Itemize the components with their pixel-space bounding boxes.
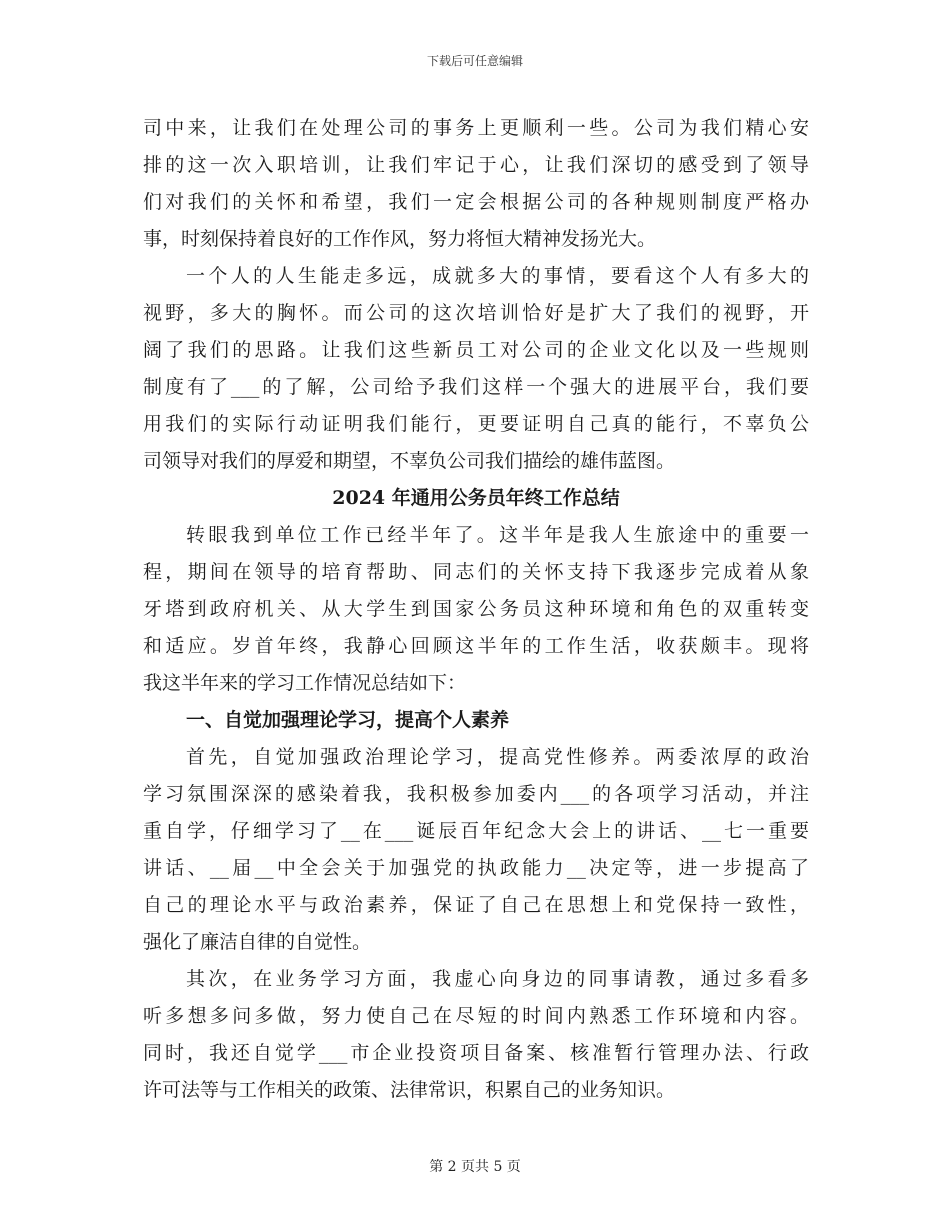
paragraph-line: 其次，在业务学习方面，我虚心向身边的同事请教，通过多看多 (186, 968, 809, 990)
paragraph-line: 一个人的人生能走多远，成就多大的事情，要看这个人有多大的 (186, 265, 809, 287)
paragraph-line: 排的这一次入职培训，让我们牢记于心，让我们深切的感受到了领导 (143, 154, 809, 176)
document-body (143, 110, 809, 1109)
paragraph-line: 司中来，让我们在处理公司的事务上更顺利一些。公司为我们精心安 (143, 117, 809, 139)
paragraph-line: 我这半年来的学习工作情况总结如下： (143, 672, 467, 694)
paragraph-line: 们对我们的关怀和希望，我们一定会根据公司的各种规则制度严格办 (143, 191, 809, 213)
page-footer: 第 2 页共 5 页 (429, 1159, 521, 1175)
paragraph-line: 讲话、__届__中全会关于加强党的执政能力__决定等，进一步提高了 (143, 857, 809, 879)
paragraph-line: 重自学，仔细学习了__在___诞辰百年纪念大会上的讲话、__七一重要 (143, 820, 809, 842)
paragraph-line: 视野，多大的胸怀。而公司的这次培训恰好是扩大了我们的视野，开 (143, 302, 809, 324)
paragraph-line: 强化了廉洁自律的自觉性。 (143, 931, 372, 953)
paragraph-line: 学习氛围深深的感染着我，我积极参加委内___的各项学习活动，并注 (143, 783, 809, 805)
page-header: 下载后可任意编辑 (426, 54, 523, 68)
paragraph-line: 转眼我到单位工作已经半年了。这半年是我人生旅途中的重要一 (186, 524, 809, 546)
section-title: 2024 年通用公务员年终工作总结 (332, 487, 620, 509)
paragraph-line: 同时，我还自觉学___市企业投资项目备案、核准暂行管理办法、行政 (143, 1042, 809, 1064)
paragraph-line: 首先，自觉加强政治理论学习，提高党性修养。两委浓厚的政治 (186, 746, 809, 768)
paragraph-line: 制度有了___的了解，公司给予我们这样一个强大的进展平台，我们要 (143, 376, 809, 398)
paragraph-line: 程，期间在领导的培育帮助、同志们的关怀支持下我逐步完成着从象 (143, 561, 809, 583)
paragraph-line: 许可法等与工作相关的政策、法律常识，积累自己的业务知识。 (143, 1079, 676, 1101)
paragraph-line: 司领导对我们的厚爱和期望，不辜负公司我们描绘的雄伟蓝图。 (143, 450, 676, 472)
paragraph-line: 事，时刻保持着良好的工作作风，努力将恒大精神发扬光大。 (143, 228, 657, 250)
paragraph-line: 和适应。岁首年终，我静心回顾这半年的工作生活，收获颇丰。现将 (143, 635, 809, 657)
paragraph-line: 自己的理论水平与政治素养，保证了自己在思想上和党保持一致性， (143, 894, 809, 916)
paragraph-line: 用我们的实际行动证明我们能行，更要证明自己真的能行，不辜负公 (143, 413, 809, 435)
paragraph-line: 听多想多问多做，努力使自己在尽短的时间内熟悉工作环境和内容。 (143, 1005, 809, 1027)
paragraph-line: 阔了我们的思路。让我们这些新员工对公司的企业文化以及一些规则 (143, 339, 809, 361)
section-heading: 一、自觉加强理论学习，提高个人素养 (186, 709, 510, 731)
paragraph-line: 牙塔到政府机关、从大学生到国家公务员这种环境和角色的双重转变 (143, 598, 809, 620)
